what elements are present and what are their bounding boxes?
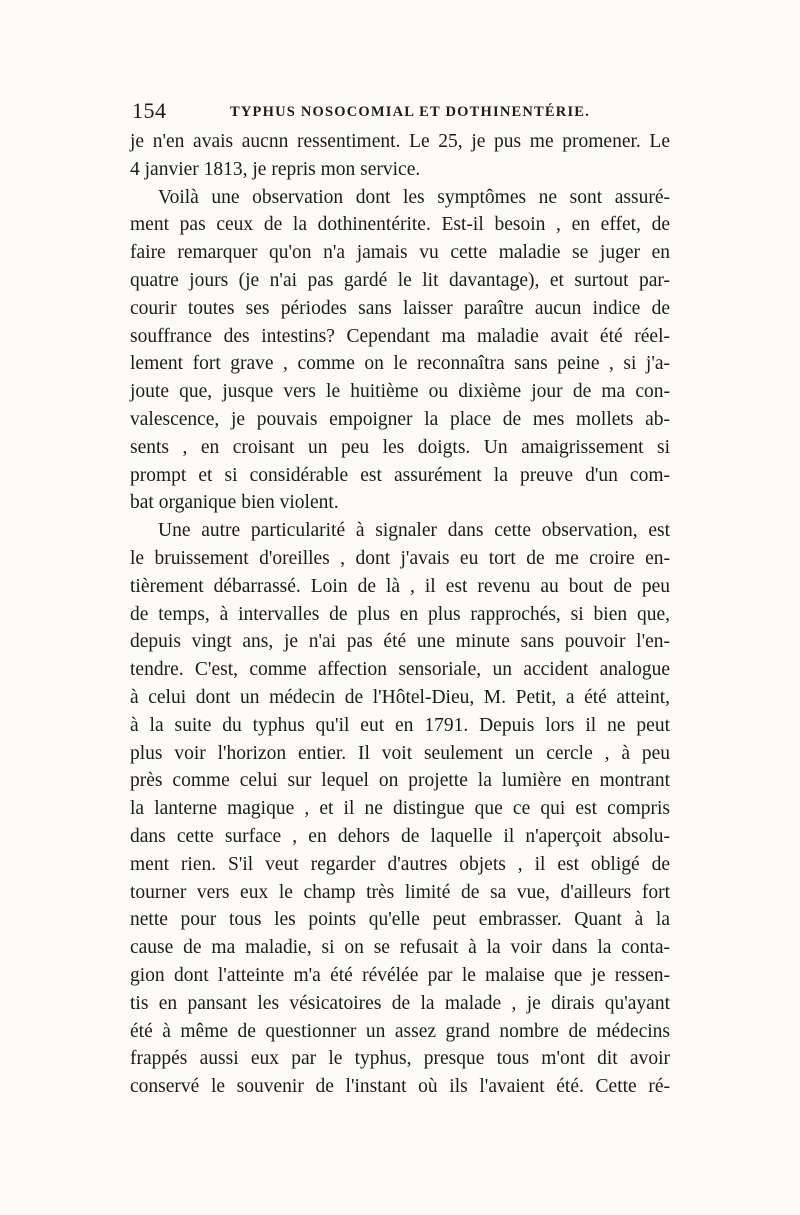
text-line: frappés aussi eux par le typhus, presque tous m'ont dit avoir	[130, 1048, 670, 1070]
text-line: bat organique bien violent.	[130, 492, 339, 514]
text-line: près comme celui sur lequel on projette la lumière en montrant	[130, 770, 670, 792]
running-title: TYPHUS NOSOCOMIAL ET DOTHINENTÉRIE.	[230, 104, 590, 120]
text-line: faire remarquer qu'on n'a jamais vu cette maladie se juger en	[130, 242, 670, 264]
text-line: le bruissement d'oreilles , dont j'avais eu tort de me croire en-	[130, 547, 670, 569]
text-line: Une autre particularité à signaler dans cette observation, est	[158, 520, 670, 542]
text-line: je n'en avais aucnn ressentiment. Le 25, je pus me promener. Le	[130, 131, 670, 152]
text-line: tendre. C'est, comme affection sensoriale, un accident analogue	[130, 659, 670, 681]
text-line: tièrement débarrassé. Loin de là , il est revenu au bout de peu	[130, 575, 670, 597]
text-line: tourner vers eux le champ très limité de sa vue, d'ailleurs fort	[130, 881, 670, 903]
text-line: 4 janvier 1813, je repris mon service.	[130, 158, 421, 180]
text-line: tis en pansant les vésicatoires de la malade , je dirais qu'ayant	[130, 992, 670, 1014]
text-line: quatre jours (je n'ai pas gardé le lit davantage), et surtout par-	[130, 269, 670, 291]
text-line: sents , en croisant un peu les doigts. Un amaigrissement si	[130, 436, 670, 458]
text-line: dans cette surface , en dehors de laquelle il n'aperçoit absolu-	[130, 825, 670, 847]
text-line: prompt et si considérable est assurément la preuve d'un com-	[130, 464, 670, 486]
text-line: souffrance des intestins? Cependant ma maladie avait été réel-	[130, 325, 670, 347]
text-line: conservé le souvenir de l'instant où ils l'avaient été. Cette ré-	[130, 1076, 670, 1098]
text-line: cause de ma maladie, si on se refusait à la voir dans la conta-	[130, 937, 670, 959]
text-line: ment pas ceux de la dothinentérite. Est-il besoin , en effet, de	[130, 214, 670, 236]
text-line: courir toutes ses périodes sans laisser paraître aucun indice de	[130, 297, 670, 319]
text-line: ment rien. S'il veut regarder d'autres objets , il est obligé de	[130, 853, 670, 875]
running-head	[132, 96, 672, 126]
text-line: plus voir l'horizon entier. Il voit seulement un cercle , à peu	[130, 742, 670, 764]
text-line: de temps, à intervalles de plus en plus rapprochés, si bien que,	[130, 603, 670, 625]
text-line: depuis vingt ans, je n'ai pas été une minute sans pouvoir l'en-	[130, 631, 670, 653]
text-line: été à même de questionner un assez grand nombre de médecins	[130, 1020, 670, 1042]
text-line: gion dont l'atteinte m'a été révélée par le malaise que je ressen-	[130, 964, 670, 986]
text-line: à la suite du typhus qu'il eut en 1791. Depuis lors il ne peut	[130, 714, 670, 736]
body-text	[130, 128, 670, 1098]
text-line: à celui dont un médecin de l'Hôtel-Dieu, M. Petit, a été atteint,	[130, 686, 670, 708]
text-line: valescence, je pouvais empoigner la place de mes mollets ab-	[130, 408, 670, 430]
text-line: la lanterne magique , et il ne distingue que ce qui est compris	[130, 798, 670, 820]
text-line: nette pour tous les points qu'elle peut embrasser. Quant à la	[130, 909, 670, 931]
text-line: lement fort grave , comme on le reconnaîtra sans peine , si j'a-	[130, 353, 670, 375]
text-line: joute que, jusque vers le huitième ou dixième jour de ma con-	[130, 381, 670, 403]
page-number: 154	[132, 98, 167, 123]
text-line: Voilà une observation dont les symptômes ne sont assuré-	[158, 186, 670, 208]
